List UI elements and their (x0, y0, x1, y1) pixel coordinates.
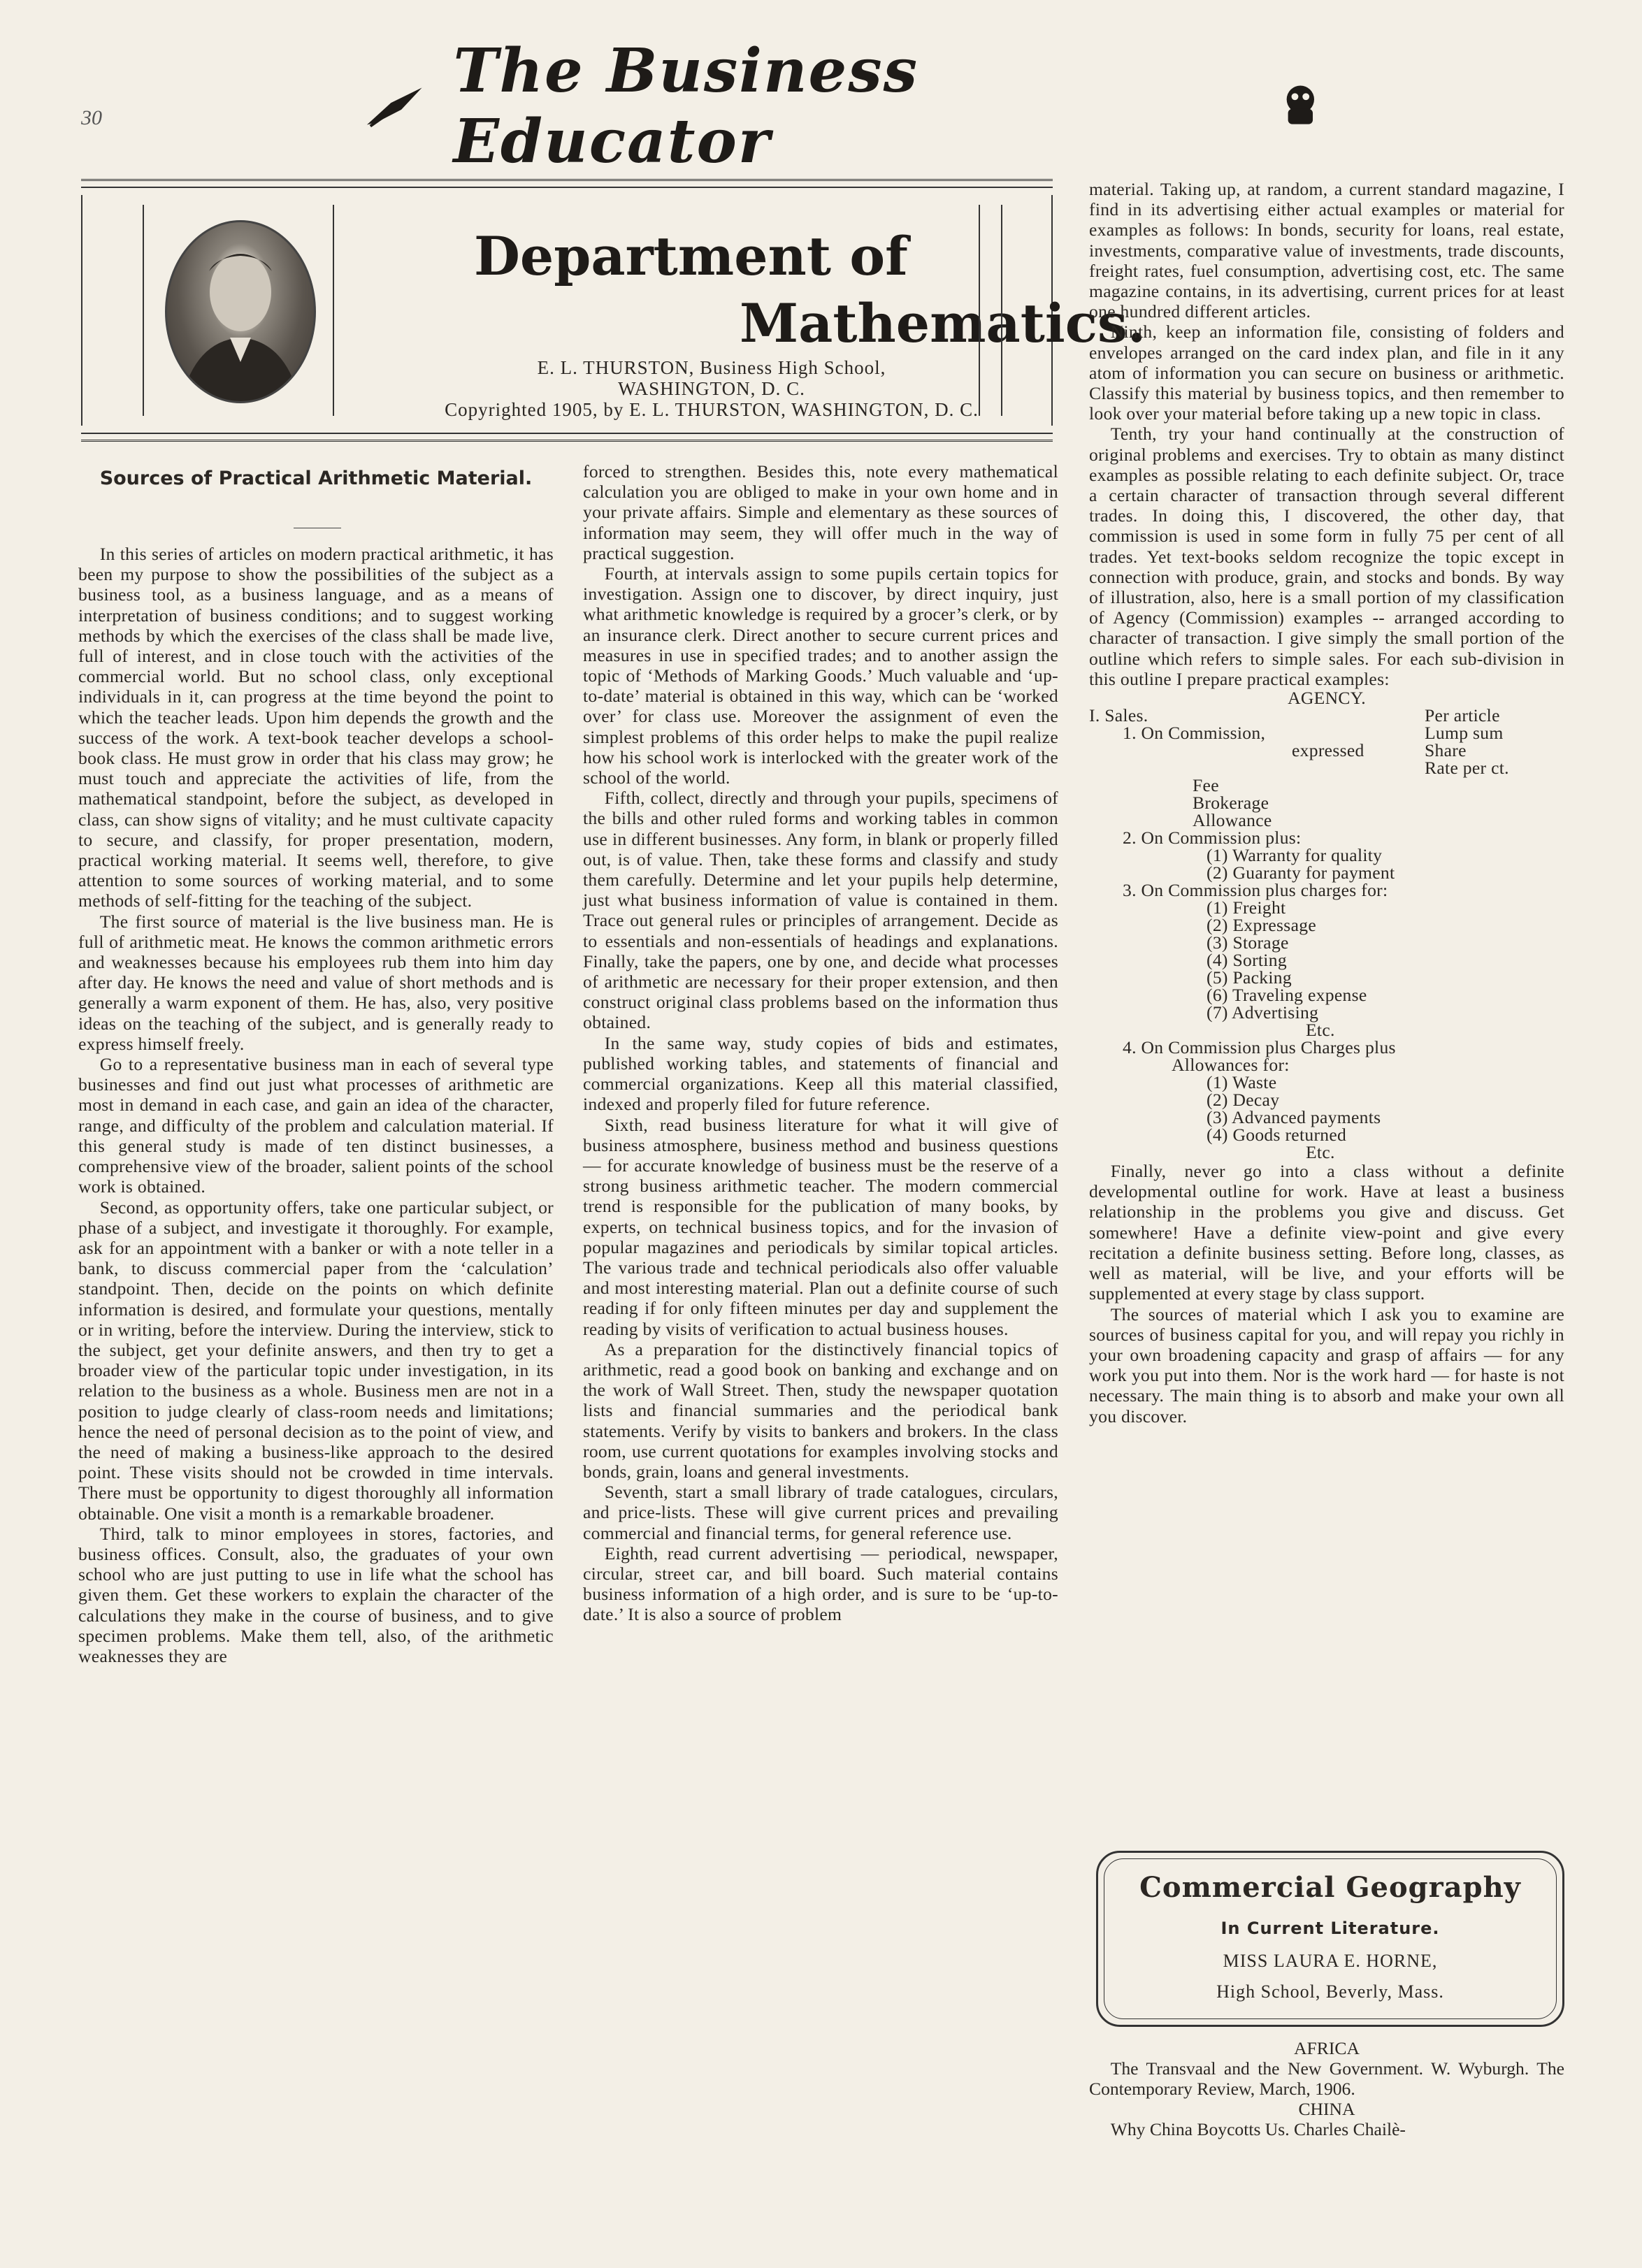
outline-extra: Fee (1193, 775, 1219, 796)
column-3 (1089, 179, 1564, 1426)
author-line: E. L. THURSTON, Business High School, (537, 357, 886, 378)
outline-sub: (2) Expressage (1207, 915, 1316, 936)
outline-extra: Allowance (1193, 810, 1272, 831)
geography-header-box (1096, 1851, 1564, 2027)
copyright-line: Copyrighted 1905, by E. L. THURSTON, WASHINGTON, D. C. (445, 399, 979, 420)
outline-sub: (4) Sorting (1207, 950, 1287, 971)
geography-title: Commercial Geography (1139, 1871, 1521, 1904)
page-number: 30 (81, 106, 102, 129)
paragraph: Finally, never go into a class without a definite developmental outline for work. Have at least a business relationship in the problems you give and discuss. Get somewhere! Have a definite view-point and give every recitation a definite business setting. Before long, classes, as well as material, will be live, and your efforts will be supplemented at every stage by class support. (1089, 1161, 1564, 1304)
outline-item-1b-label: expressed (1292, 740, 1364, 761)
paragraph: Ninth, keep an information file, consisting of folders and envelopes arranged on the card index plan, and file in it any atom of information you can secure on business or arithmetic. Classify this material by business topics, and then remember to look over your material before taking up a new topic in class. (1089, 322, 1564, 424)
column-1 (78, 544, 554, 1666)
outline-item-2: 2. On Commission plus: (1123, 828, 1302, 848)
outline-item-1-label: 1. On Commission, (1123, 723, 1266, 744)
geography-list (1089, 2038, 1564, 2139)
column-2 (583, 461, 1058, 1625)
department-header (81, 179, 1146, 442)
outline-sub: (3) Advanced payments (1207, 1107, 1381, 1128)
geography-subtitle: In Current Literature. (1220, 1919, 1440, 1938)
title-line-1: Department of (474, 225, 908, 287)
agency-outline (1089, 689, 1564, 1161)
outline-item-1 (1089, 724, 1564, 742)
outline-extra: Brokerage (1193, 793, 1269, 814)
outline-sub: (2) Guaranty for payment (1207, 862, 1395, 883)
paragraph: forced to strengthen. Besides this, note every mathematical calculation you are obliged to make in your own home and in your private affairs. Simple and elementary as these sources of information may seem, they will offer much in the way of practical suggestion. (583, 461, 1058, 563)
outline-sub: (2) Decay (1207, 1090, 1280, 1111)
outline-sub: (7) Advertising (1207, 1002, 1319, 1023)
paragraph: Fifth, collect, directly and through your pupils, specimens of the bills and other ruled forms and working tables in common use in different businesses. Any form, in blank or properly filled out, is of value. Then, take these forms and classify and study them carefully. Determine and let your pupils help determine, just what business information of value is contained in them. Trace out general rules or principles of arrangement. Decide as to essentials and non-essentials of headings and explanations. Finally, take the papers, one by one, and decide what processes of arithmetic are necessary for their proper extension, and then construct original class problems based on the information thus obtained. (583, 788, 1058, 1033)
byline (362, 357, 1061, 420)
outline-sub: (1) Freight (1207, 897, 1286, 918)
outline-item-3: 3. On Commission plus charges for: (1123, 880, 1388, 901)
paragraph: Second, as opportunity offers, take one particular subject, or phase of a subject, and investigate it thoroughly. For example, ask for an appointment with a banker or with a note teller in a bank, to discuss commercial paper from the ‘calculation’ standpoint. Then, decide on the points on which definite information is desired, and formulate your questions, mentally or in writing, before the interview. During the interview, stick to the subject, get your definite answers, and then try to get a broader view of the particular topic under investigation, in its relation to the business as a whole. Business men are not in a position to judge clearly of class-room needs and limitations; hence the need of personal decision as to the point of view, and the need of making a business-like approach to the desired point. These visits should not be crowded in time intervals. There must be opportunity to digest thoroughly all information obtainable. One visit a month is a remarkable broadener. (78, 1197, 554, 1524)
quill-icon (363, 82, 425, 131)
brace-item: Lump sum (1425, 723, 1504, 744)
region-heading: AFRICA (1294, 2038, 1360, 2058)
outline-heading: AGENCY. (1288, 688, 1366, 709)
outline-sub: (5) Packing (1207, 967, 1292, 988)
geography-entry: Why China Boycotts Us. Charles Chailè- (1110, 2119, 1406, 2139)
outline-sub: (4) Goods returned (1207, 1125, 1347, 1146)
masthead-title: The Business Educator (453, 36, 919, 177)
outline-brace-row (1089, 759, 1564, 777)
paragraph: material. Taking up, at random, a current standard magazine, I find in its advertising either actual examples or material for examples as follows: In bonds, security for loans, real estate, investments, comparative value of investments, trade discounts, freight rates, fuel consumption, advertising cost, etc. The same magazine contains, in its advertising, current prices for at least one hundred different articles. (1089, 179, 1564, 322)
outline-sub: (6) Traveling expense (1207, 985, 1367, 1006)
outline-etc: Etc. (1306, 1142, 1335, 1163)
outline-item-1b (1089, 742, 1564, 759)
emblem-icon (1273, 78, 1328, 134)
paragraph: Go to a representative business man in each of several type businesses and find out just what processes of arithmetic are most in demand in each case, and gain an idea of the character, range, and difficulty of the problem and calculation material. If this general study is made of ten distinct businesses, a comprehensive view of the broader, salient points of the school work is obtained. (78, 1054, 554, 1197)
title-line-2: Mathematics. (740, 292, 1146, 354)
outline-item-4: 4. On Commission plus Charges plus (1123, 1037, 1396, 1058)
outline-item-4b: Allowances for: (1172, 1055, 1290, 1076)
brace-item: Share (1425, 740, 1467, 761)
paragraph: As a preparation for the distinctively financial topics of arithmetic, read a good book on banking and exchange and on the work of Wall Street. Then, study the newspaper quotation lists and financial summaries and the periodical bank statements. Verify by visits to bankers and brokers. In the class room, use current quotations for examples involving stocks and bonds, grain, loans and general investments. (583, 1338, 1058, 1482)
geography-school: High School, Beverly, Mass. (1216, 1981, 1444, 2002)
masthead (363, 36, 1328, 177)
outline-sub: (1) Waste (1207, 1072, 1277, 1093)
paragraph: Third, talk to minor employees in stores, factories, and business offices. Consult, also, the graduates of your own school who are just putting to use in life what the school has given them. Get these workers to explain the character of the calculations they make in the course of business, and to give specimen problems. Make them tell, also, of the arithmetic weaknesses they are (78, 1523, 554, 1666)
geography-entry: The Transvaal and the New Government. W. Wyburgh. The Contemporary Review, March, 1906. (1089, 2058, 1564, 2099)
location-line: WASHINGTON, D. C. (618, 378, 805, 399)
paragraph: The first source of material is the live business man. He is full of arithmetic meat. He knows the common arithmetic errors and weaknesses because his employees rub them into him day after day. He knows the need and value of short methods and is generally a warm exponent of them. He has, also, very positive ideas on the teaching of the subject, and is generally ready to express himself freely. (78, 911, 554, 1054)
paragraph: Eighth, read current advertising — periodical, newspaper, circular, street car, and bill board. Such material contains business information of a high order, and is sure to be ‘up-to-date.’ It is also a source of problem (583, 1543, 1058, 1625)
outline-sub: (1) Warranty for quality (1207, 845, 1383, 866)
paragraph: Fourth, at intervals assign to some pupils certain topics for investigation. Assign one to discover, by direct inquiry, just what arithmetic knowledge is required by a grocer’s clerk, or by an insurance clerk. Direct another to secure current prices and measures in use in specified trades; and to another assign the topic of ‘Methods of Marking Goods.’ Much valuable and ‘up-to-date’ material is obtained in this way, which can be ‘worked over’ for class use. Moreover the assignment of even the simplest problems of this order helps to make the pupil realize how his school work is interlocked with the greater work of the school of the world. (583, 563, 1058, 788)
portrait-frame (143, 205, 334, 416)
outline-sales: I. Sales. Per article (1089, 705, 1500, 726)
paragraph: In this series of articles on modern practical arithmetic, it has been my purpose to show the possibilities of the subject as a business tool, as a business language, and as a means of interpretation of business conditions; and to suggest working methods by which the exercises of the class shall be made live, full of interest, and in close touch with the activities of the commercial world. But no school class, only exceptional individuals in it, can progress at the time beyond the point to which the teacher leads. Upon him depends the growth and the success of the work. A text-book teacher develops a school-book class. He must grow in order that his class may grow; he must touch and appreciate the activities of life, from the mathematical standpoint, before the subject, as developed in class, can show signs of vitality; and he must cultivate capacity to secure, and classify, for proper presentation, modern, practical working material. It seems well, therefore, to give attention to some sources of working material, and to some methods of self-fitting for the teaching of the subject. (78, 544, 554, 911)
brace-item: Rate per ct. (1425, 758, 1509, 779)
geography-author: MISS LAURA E. HORNE, (1223, 1951, 1438, 1971)
paragraph: Seventh, start a small library of trade catalogues, circulars, and price-lists. These will give current prices and prevailing commercial and financial terms, for general reference use. (583, 1482, 1058, 1543)
brace-item: Per article (1425, 705, 1500, 726)
header-rule (979, 205, 1002, 416)
paragraph: Tenth, try your hand continually at the construction of original problems and exercises. Try to obtain as many distinct examples as possible relating to each definite subject. Or, trace a certain character of transaction through several different trades. In doing this, I discovered, the other day, that commission is used in some form in fully 75 per cent of all trades. Yet text-books seldom recognize the topic except in connection with produce, grain, and stocks and bonds. By way of illustration, also, here is a small portion of my classification of Agency (Commission) examples -- arranged according to character of transaction. I give simply the small portion of the outline which refers to simple sales. For each sub-division in this outline I prepare practical examples: (1089, 424, 1564, 689)
department-title (376, 223, 1146, 357)
paragraph: In the same way, study copies of bids and estimates, published working tables, and statements of financial and commercial organizations. Keep all this material classified, indexed and properly filed for future reference. (583, 1032, 1058, 1115)
article-title: Sources of Practical Arithmetic Material. (99, 468, 533, 489)
portrait-image (165, 220, 316, 403)
outline-sub: (3) Storage (1207, 932, 1289, 953)
outline-etc: Etc. (1306, 1020, 1335, 1041)
paragraph: Sixth, read business literature for what it will give of business atmosphere, business method and business questions — for accurate knowledge of business must be the reserve of a strong business arithmetic teacher. The modern commercial trend is responsible for the publication of many books, by experts, on technical business topics, and for the invasion of popular magazines and periodicals by similar topical articles. The various trade and technical periodicals also offer valuable and most interesting material. Plan out a definite course of such reading if for only fifteen minutes per day and supplement the reading by visits of verification to actual business houses. (583, 1114, 1058, 1339)
paragraph: The sources of material which I ask you to examine are sources of business capital for you, and will repay you richly in your own broadening capacity and grasp of affairs — for any work you put into them. Nor is the work hard — for haste is not necessary. The main thing is to absorb and make your own all you discover. (1089, 1303, 1564, 1426)
region-heading: CHINA (1298, 2099, 1355, 2119)
